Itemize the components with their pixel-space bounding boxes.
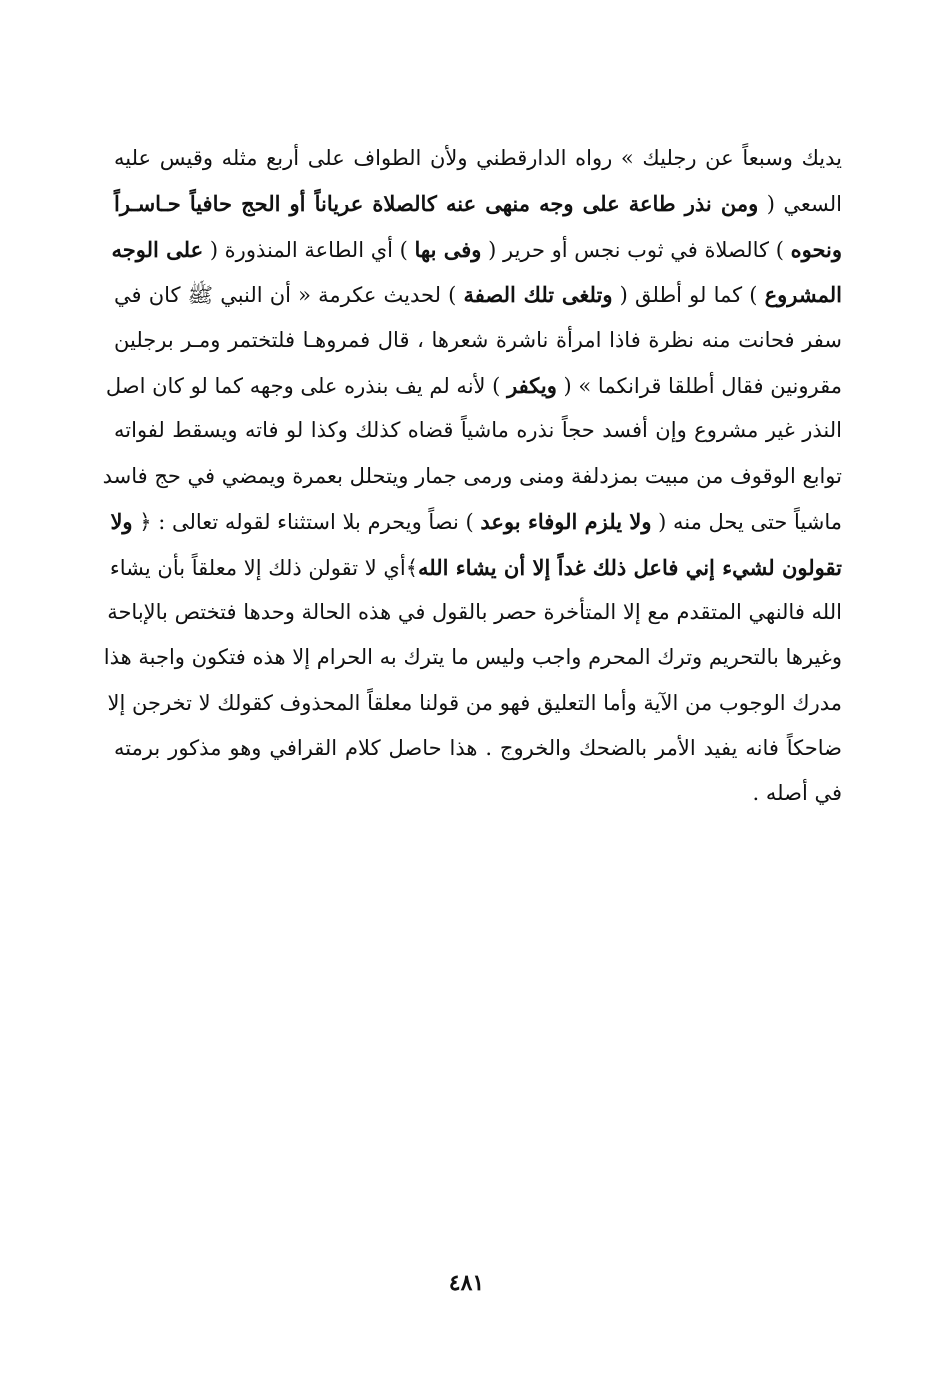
text-segment: ضاحكاً فانه يفيد الأمر بالضحك والخروج . هذا حاصل كلام القرافي وهو مذكور برمته [114,736,842,761]
text-line [107,590,842,635]
text-line [107,681,842,726]
bold-text-segment: وفى بها [414,236,482,262]
bold-text-segment: ويكفر [507,372,557,398]
bold-text-segment: المشروع [764,282,842,308]
text-segment: ) نصاً ويحرم بلا استثناء لقوله تعالى : ﴿ [132,510,481,535]
text-segment: توابع الوقوف من مبيت بمزدلفة ومنى ورمى جمار ويتحلل بعمرة ويمضي في حج فاسد [102,463,842,488]
text-line [114,318,842,363]
text-line [109,545,842,590]
text-line [111,227,842,272]
bold-text-segment: على الوجه [111,236,204,262]
text-segment: سفر فحانت منه نظرة فاذا امرأة ناشرة شعرها ، قال فمروهـا فلتختمر ومـر برجلين [114,327,842,352]
bold-text-segment: ولا يلزم الوفاء بوعد [480,509,652,535]
text-line [105,363,842,408]
text-segment: ) أي الطاعة المنذورة ( [203,237,415,262]
text-segment: مقرونين فقال أطلقا قرانكما » ( [556,373,842,398]
text-segment: الله فالنهي المتقدم مع إلا المتأخرة حصر بالقول في هذه الحالة وحدها فتختص بالإباحة [107,599,842,624]
text-line [114,181,842,226]
text-line [102,454,842,499]
bold-text-segment: ومن نذر طاعة على وجه منهى عنه كالصلاة عرياناً أو الحج حافياً حـاسـراً [114,191,759,217]
text-segment: ماشياً حتى يحل منه ( [651,510,842,535]
text-segment: ) لحديث عكرمة « أن النبي ﷺ كان في [114,283,464,308]
text-line [103,635,842,680]
text-segment: ﴾أي لا تقولن ذلك إلا معلقاً بأن يشاء [109,555,418,580]
bold-text-segment: تقولون لشيء إني فاعل ذلك غداً إلا أن يشاء الله [418,554,842,580]
body-text [102,136,842,817]
text-segment: في أصله . [752,781,842,806]
text-line [114,272,842,317]
text-line [114,726,842,771]
text-line [110,499,842,544]
text-segment: يديك وسبعاً عن رجليك » رواه الدارقطني ولأن الطواف على أربع مثله وقيس عليه [114,146,842,170]
bold-text-segment: ونحوه [790,236,842,262]
text-segment: وغيرها بالتحريم وترك المحرم واجب وليس ما يترك به الحرام إلا هذه فتكون واجبة هذا [103,645,842,670]
text-segment: ) كما لو أطلق ( [612,283,765,308]
text-segment: السعي ( [758,192,842,217]
text-line [114,408,842,453]
text-line [114,136,842,181]
text-segment: النذر غير مشروع وإن أفسد حجاً نذره ماشياً قضاه كذلك وكذا لو فاته ويسقط لفواته [114,418,842,443]
text-segment: ) كالصلاة في ثوب نجس أو حرير ( [481,237,791,262]
bold-text-segment: وتلغى تلك الصفة [463,282,613,308]
text-segment: ) لأنه لم يف بنذره على وجهه كما لو كان اصل [105,373,508,398]
page-number: ٤٨١ [448,1270,485,1296]
bold-text-segment: ولا [110,509,133,535]
text-segment: مدرك الوجوب من الآية وأما التعليق فهو من قولنا معلقاً المحذوف كقولك لا تخرجن إلا [107,690,842,715]
text-line [114,771,842,816]
